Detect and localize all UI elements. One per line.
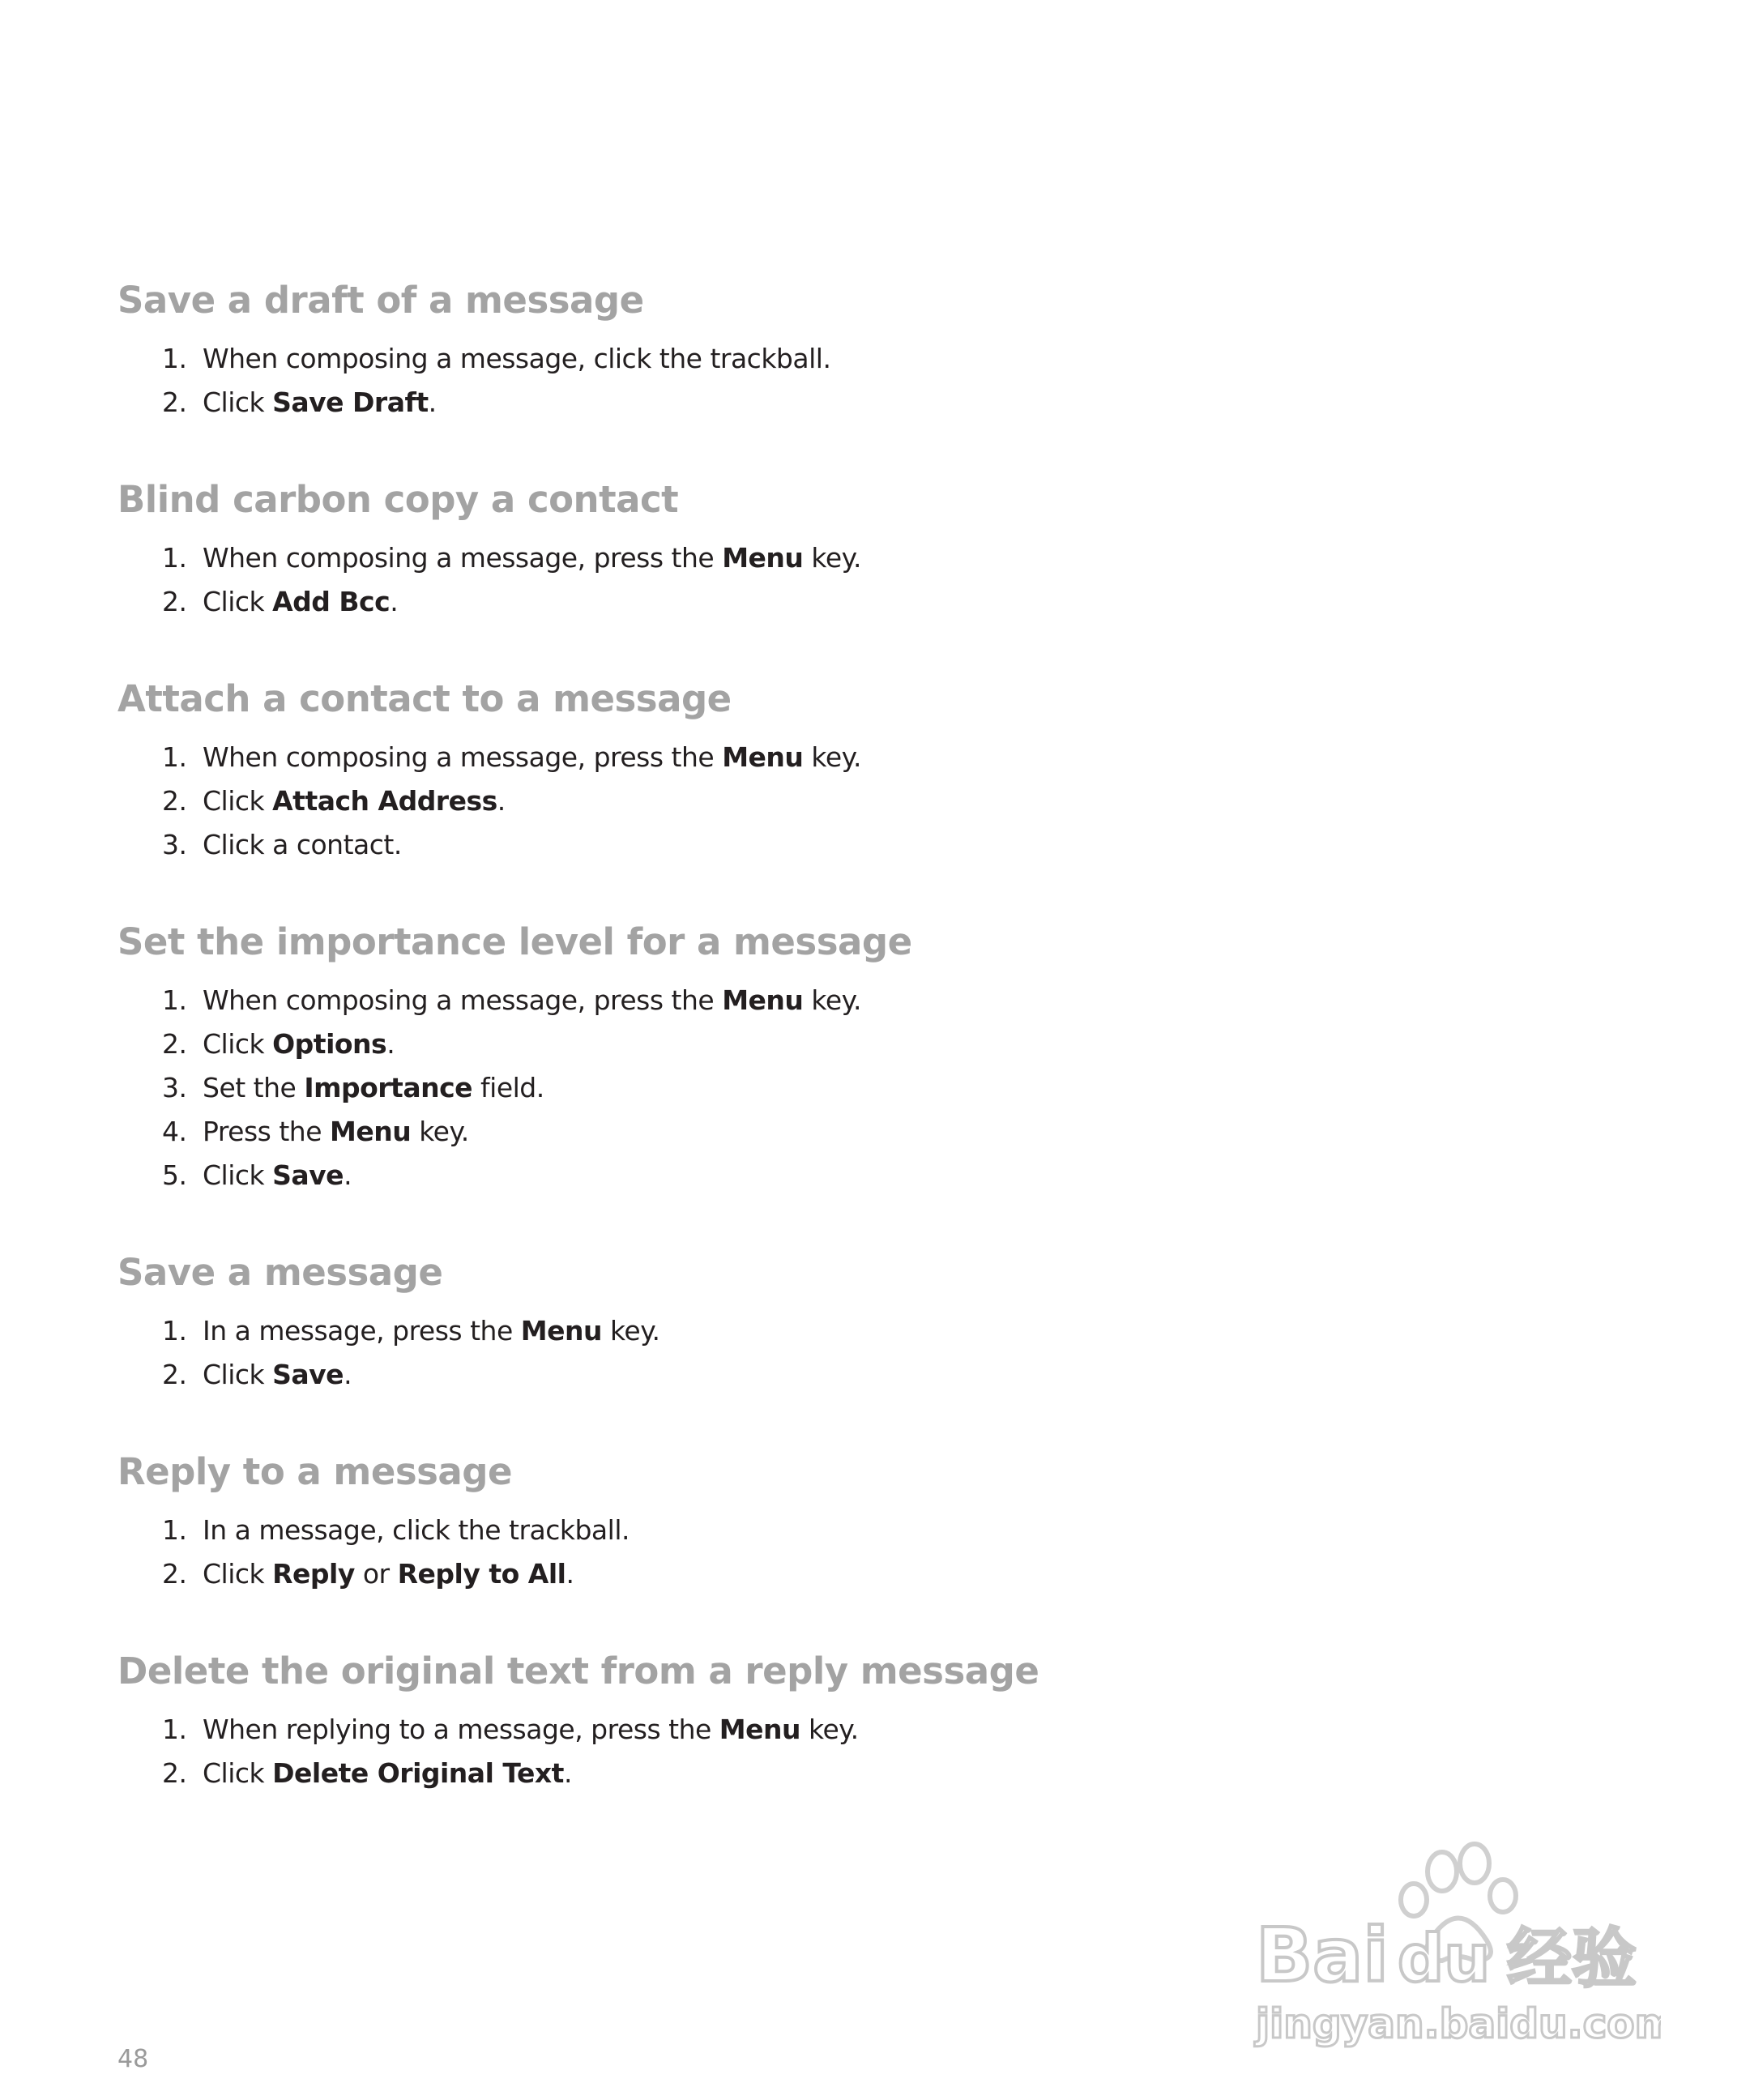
- document-body: [117, 275, 1495, 1846]
- step-text: .: [386, 1028, 395, 1060]
- section-heading: Delete the original text from a reply message: [117, 1650, 1039, 1692]
- step-keyword: Options: [272, 1028, 387, 1060]
- step-text: When composing a message, click the trackball.: [203, 343, 831, 374]
- step-item: [117, 1309, 1495, 1353]
- step-keyword: Menu: [520, 1315, 602, 1347]
- step-item: [117, 779, 1495, 823]
- svg-text:Bai: Bai: [1256, 1912, 1389, 1999]
- step-item: [117, 580, 1495, 624]
- step-text: Click: [203, 785, 273, 817]
- step-number: 2.: [162, 1757, 187, 1789]
- step-keyword: Importance: [304, 1072, 473, 1103]
- step-number: 2.: [162, 1359, 187, 1390]
- step-text: key.: [800, 1714, 859, 1745]
- steps-list: [117, 1708, 1495, 1795]
- step-number: 1.: [162, 741, 187, 773]
- step-text: Click: [203, 1558, 273, 1590]
- section-heading: Attach a contact to a message: [117, 677, 732, 720]
- step-text: .: [497, 785, 506, 817]
- step-text: Click: [203, 1359, 273, 1390]
- step-number: 1.: [162, 1714, 187, 1745]
- step-number: 1.: [162, 984, 187, 1016]
- step-item: [117, 381, 1495, 425]
- step-keyword: Menu: [722, 984, 804, 1016]
- step-text: .: [344, 1359, 352, 1390]
- section-heading: Save a draft of a message: [117, 279, 644, 322]
- step-text: key.: [411, 1116, 469, 1147]
- step-number: 1.: [162, 1315, 187, 1347]
- step-text: key.: [803, 984, 861, 1016]
- step-keyword: Save: [272, 1159, 344, 1191]
- step-item: [117, 1353, 1495, 1397]
- step-keyword: Save: [272, 1359, 344, 1390]
- step-number: 4.: [162, 1116, 187, 1147]
- section: [117, 1248, 1495, 1397]
- section: [117, 275, 1495, 425]
- step-keyword: Menu: [722, 741, 804, 773]
- step-item: [117, 1708, 1495, 1752]
- section-heading: Blind carbon copy a contact: [117, 478, 679, 521]
- section-heading: Save a message: [117, 1251, 443, 1294]
- section-heading: Set the importance level for a message: [117, 920, 912, 963]
- step-text: Click: [203, 1757, 273, 1789]
- step-text: When composing a message, press the: [203, 984, 723, 1016]
- step-item: [117, 1509, 1495, 1552]
- step-item: [117, 736, 1495, 779]
- step-text: .: [344, 1159, 352, 1191]
- step-number: 1.: [162, 343, 187, 374]
- step-item: [117, 1110, 1495, 1154]
- step-keyword: Menu: [330, 1116, 412, 1147]
- steps-list: [117, 536, 1495, 624]
- step-number: 3.: [162, 829, 187, 860]
- section-heading: Reply to a message: [117, 1450, 513, 1493]
- step-text: Press the: [203, 1116, 330, 1147]
- step-text: Click: [203, 1028, 273, 1060]
- step-number: 2.: [162, 586, 187, 617]
- step-keyword: Reply to All: [397, 1558, 566, 1590]
- step-number: 3.: [162, 1072, 187, 1103]
- steps-list: [117, 736, 1495, 867]
- step-item: [117, 1022, 1495, 1066]
- baidu-watermark-logo: [1240, 1839, 1661, 2050]
- section: [117, 674, 1495, 867]
- step-item: [117, 1066, 1495, 1110]
- section: [117, 917, 1495, 1197]
- step-text: key.: [601, 1315, 660, 1347]
- step-text: .: [428, 386, 437, 418]
- steps-list: [117, 337, 1495, 425]
- step-number: 2.: [162, 785, 187, 817]
- step-text: field.: [472, 1072, 544, 1103]
- step-number: 2.: [162, 1028, 187, 1060]
- step-keyword: Add Bcc: [272, 586, 391, 617]
- steps-list: [117, 1509, 1495, 1596]
- steps-list: [117, 1309, 1495, 1397]
- step-text: In a message, click the trackball.: [203, 1514, 630, 1546]
- svg-text:jingyan.baidu.com: jingyan.baidu.com: [1256, 2000, 1661, 2047]
- page-number: 48: [117, 2045, 149, 2073]
- step-text: In a message, press the: [203, 1315, 521, 1347]
- step-keyword: Attach Address: [272, 785, 497, 817]
- step-text: Set the: [203, 1072, 305, 1103]
- step-keyword: Menu: [719, 1714, 801, 1745]
- step-text: Click: [203, 386, 273, 418]
- step-text: .: [566, 1558, 574, 1590]
- step-keyword: Save Draft: [272, 386, 429, 418]
- step-number: 1.: [162, 542, 187, 574]
- step-text: key.: [803, 741, 861, 773]
- step-item: [117, 1154, 1495, 1197]
- section: [117, 1646, 1495, 1795]
- step-item: [117, 337, 1495, 381]
- step-text: When composing a message, press the: [203, 741, 723, 773]
- section: [117, 1447, 1495, 1596]
- svg-text:du: du: [1398, 1921, 1491, 1996]
- baidu-paw-icon: [1240, 1839, 1661, 2050]
- step-item: [117, 823, 1495, 867]
- step-text: When composing a message, press the: [203, 542, 723, 574]
- step-text: When replying to a message, press the: [203, 1714, 719, 1745]
- step-keyword: Delete Original Text: [272, 1757, 564, 1789]
- step-number: 2.: [162, 1558, 187, 1590]
- step-text: .: [390, 586, 399, 617]
- step-item: [117, 1752, 1495, 1795]
- step-number: 2.: [162, 386, 187, 418]
- step-text: or: [354, 1558, 398, 1590]
- steps-list: [117, 979, 1495, 1197]
- step-keyword: Menu: [722, 542, 804, 574]
- step-text: key.: [803, 542, 861, 574]
- step-keyword: Reply: [272, 1558, 355, 1590]
- step-item: [117, 1552, 1495, 1596]
- step-number: 1.: [162, 1514, 187, 1546]
- step-text: Click: [203, 1159, 273, 1191]
- step-number: 5.: [162, 1159, 187, 1191]
- section: [117, 475, 1495, 624]
- step-item: [117, 536, 1495, 580]
- step-item: [117, 979, 1495, 1022]
- step-text: Click: [203, 586, 273, 617]
- svg-text:经验: 经验: [1507, 1921, 1637, 1996]
- step-text: .: [563, 1757, 572, 1789]
- step-text: Click a contact.: [203, 829, 402, 860]
